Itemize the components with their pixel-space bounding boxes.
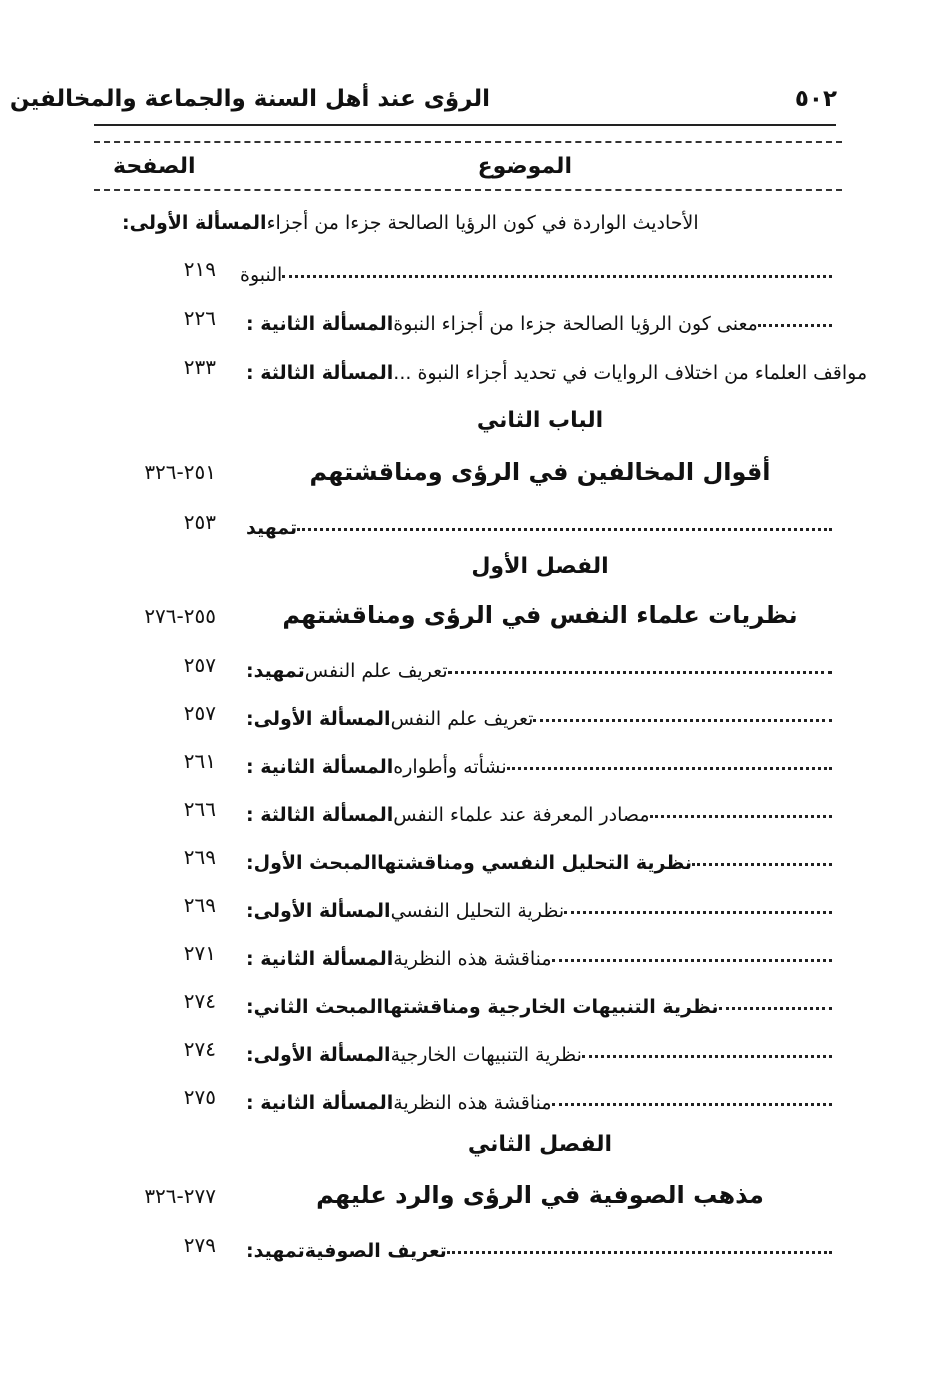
entry-label: المسألة الثانية :: [246, 1092, 394, 1114]
toc-entry: [116, 1032, 840, 1066]
entry-title: الأحاديث الواردة في كون الرؤيا الصالحة جزءا من أجزاء: [266, 212, 699, 234]
entry-label: المسألة الثانية :: [246, 756, 394, 778]
column-header-page: الصفحة: [113, 154, 196, 179]
entry-page: ٢٧٩: [183, 1233, 216, 1257]
entry-label: المسألة الأولى:: [122, 212, 267, 234]
entry-label: المبحث الأول:: [246, 852, 378, 874]
dot-leader: [282, 274, 832, 278]
entry-page: ٢٦٦: [183, 797, 216, 821]
dot-leader: [692, 862, 832, 866]
entry-page: ٢٥٧: [183, 653, 216, 677]
column-header-bottom-rule: [94, 189, 842, 191]
entry-title: النبوة: [240, 264, 283, 286]
entry-label: المسألة الثانية :: [246, 313, 394, 335]
chapter-title: مذهب الصوفية في الرؤى والرد عليهم: [316, 1181, 764, 1209]
dot-leader: [447, 1250, 832, 1254]
entry-page: ٢٧٤: [183, 989, 216, 1013]
entry-page: ٢٥٧: [183, 701, 216, 725]
toc-entry: [116, 350, 868, 384]
toc-entry: [116, 1228, 840, 1262]
entry-label: المسألة الثالثة :: [246, 362, 394, 384]
running-header-title: الرؤى عند أهل السنة والجماعة والمخالفين: [9, 86, 490, 112]
entry-page: ٢٦١: [183, 749, 216, 773]
entry-label: تمهيد:: [246, 1240, 305, 1262]
header-rule: [94, 124, 836, 126]
entry-title: نظرية التحليل النفسي ومناقشتها: [377, 852, 692, 874]
entry-title: مواقف العلماء من اختلاف الروايات في تحديد أجزاء النبوة ...: [393, 362, 868, 384]
dot-leader: [533, 718, 832, 722]
entry-page: ٢٢٦: [183, 306, 216, 330]
dot-leader: [719, 1006, 832, 1010]
part-heading: الباب الثاني: [476, 408, 604, 433]
entry-page: ٢١٩: [183, 257, 216, 281]
column-header-topic: الموضوع: [477, 154, 572, 179]
column-header-top-rule: [94, 141, 842, 143]
entry-title: نشأته وأطواره: [393, 756, 507, 778]
entry-label: المسألة الثانية :: [246, 948, 394, 970]
dot-leader: [448, 670, 832, 674]
entry-page: ٢٦٩: [183, 845, 216, 869]
page-number: ٥٠٢: [794, 86, 837, 112]
chapter-page-range: ٢٥٥-٢٧٦: [144, 604, 216, 628]
entry-title: مناقشة هذه النظرية: [393, 948, 552, 970]
entry-title: مناقشة هذه النظرية: [393, 1092, 552, 1114]
toc-entry: [116, 792, 840, 826]
toc-entry: [116, 936, 840, 970]
entry-page: ٢٧٥: [183, 1085, 216, 1109]
dot-leader: [552, 958, 832, 962]
toc-entry: [116, 888, 840, 922]
entry-page: ٢٥٣: [183, 510, 216, 534]
entry-title: مصادر المعرفة عند علماء النفس: [393, 804, 650, 826]
toc-entry: [116, 984, 840, 1018]
entry-title: تعريف الصوفية: [304, 1240, 447, 1262]
entry-page: ٢٣٣: [183, 355, 216, 379]
entry-label: تمهيد: [246, 517, 298, 539]
toc-entry: [116, 1080, 840, 1114]
entry-label: تمهيد:: [246, 660, 305, 682]
chapter-page-range: ٢٧٧-٣٢٦: [144, 1184, 216, 1208]
entry-label: المسألة الأولى:: [246, 1044, 391, 1066]
dot-leader: [564, 910, 832, 914]
entry-label: المسألة الثالثة :: [246, 804, 394, 826]
dot-leader: [758, 323, 832, 327]
entry-page: ٢٧٤: [183, 1037, 216, 1061]
toc-entry: [116, 505, 840, 539]
toc-entry: [116, 301, 840, 335]
dot-leader: [297, 527, 832, 531]
toc-entry: [116, 744, 840, 778]
dot-leader: [552, 1102, 832, 1106]
entry-page: ٢٦٩: [183, 893, 216, 917]
chapter-title: نظريات علماء النفس في الرؤى ومناقشتهم: [282, 601, 798, 629]
dot-leader: [650, 814, 832, 818]
entry-title: تعريف علم النفس: [390, 708, 534, 730]
entry-title: معنى كون الرؤيا الصالحة جزءا من أجزاء النبوة: [393, 313, 758, 335]
chapter-heading: الفصل الأول: [471, 554, 609, 579]
part-title: أقوال المخالفين في الرؤى ومناقشتهم: [309, 458, 771, 486]
entry-title: نظرية التنبيهات الخارجية ومناقشتها: [383, 996, 719, 1018]
toc-entry: [116, 200, 840, 234]
entry-title: تعريف علم النفس: [304, 660, 448, 682]
dot-leader: [582, 1054, 832, 1058]
toc-entry: [116, 648, 840, 682]
entry-page: ٢٧١: [183, 941, 216, 965]
entry-label: المسألة الأولى:: [246, 708, 391, 730]
toc-entry: [116, 696, 840, 730]
toc-entry: [116, 252, 840, 286]
entry-title: نظرية التحليل النفسي: [390, 900, 565, 922]
entry-label: المسألة الأولى:: [246, 900, 391, 922]
part-page-range: ٢٥١-٣٢٦: [144, 460, 216, 484]
toc-entry: [116, 840, 840, 874]
entry-label: المبحث الثاني:: [246, 996, 384, 1018]
dot-leader: [507, 766, 832, 770]
chapter-heading: الفصل الثاني: [467, 1132, 613, 1157]
entry-title: نظرية التنبيهات الخارجية: [390, 1044, 582, 1066]
